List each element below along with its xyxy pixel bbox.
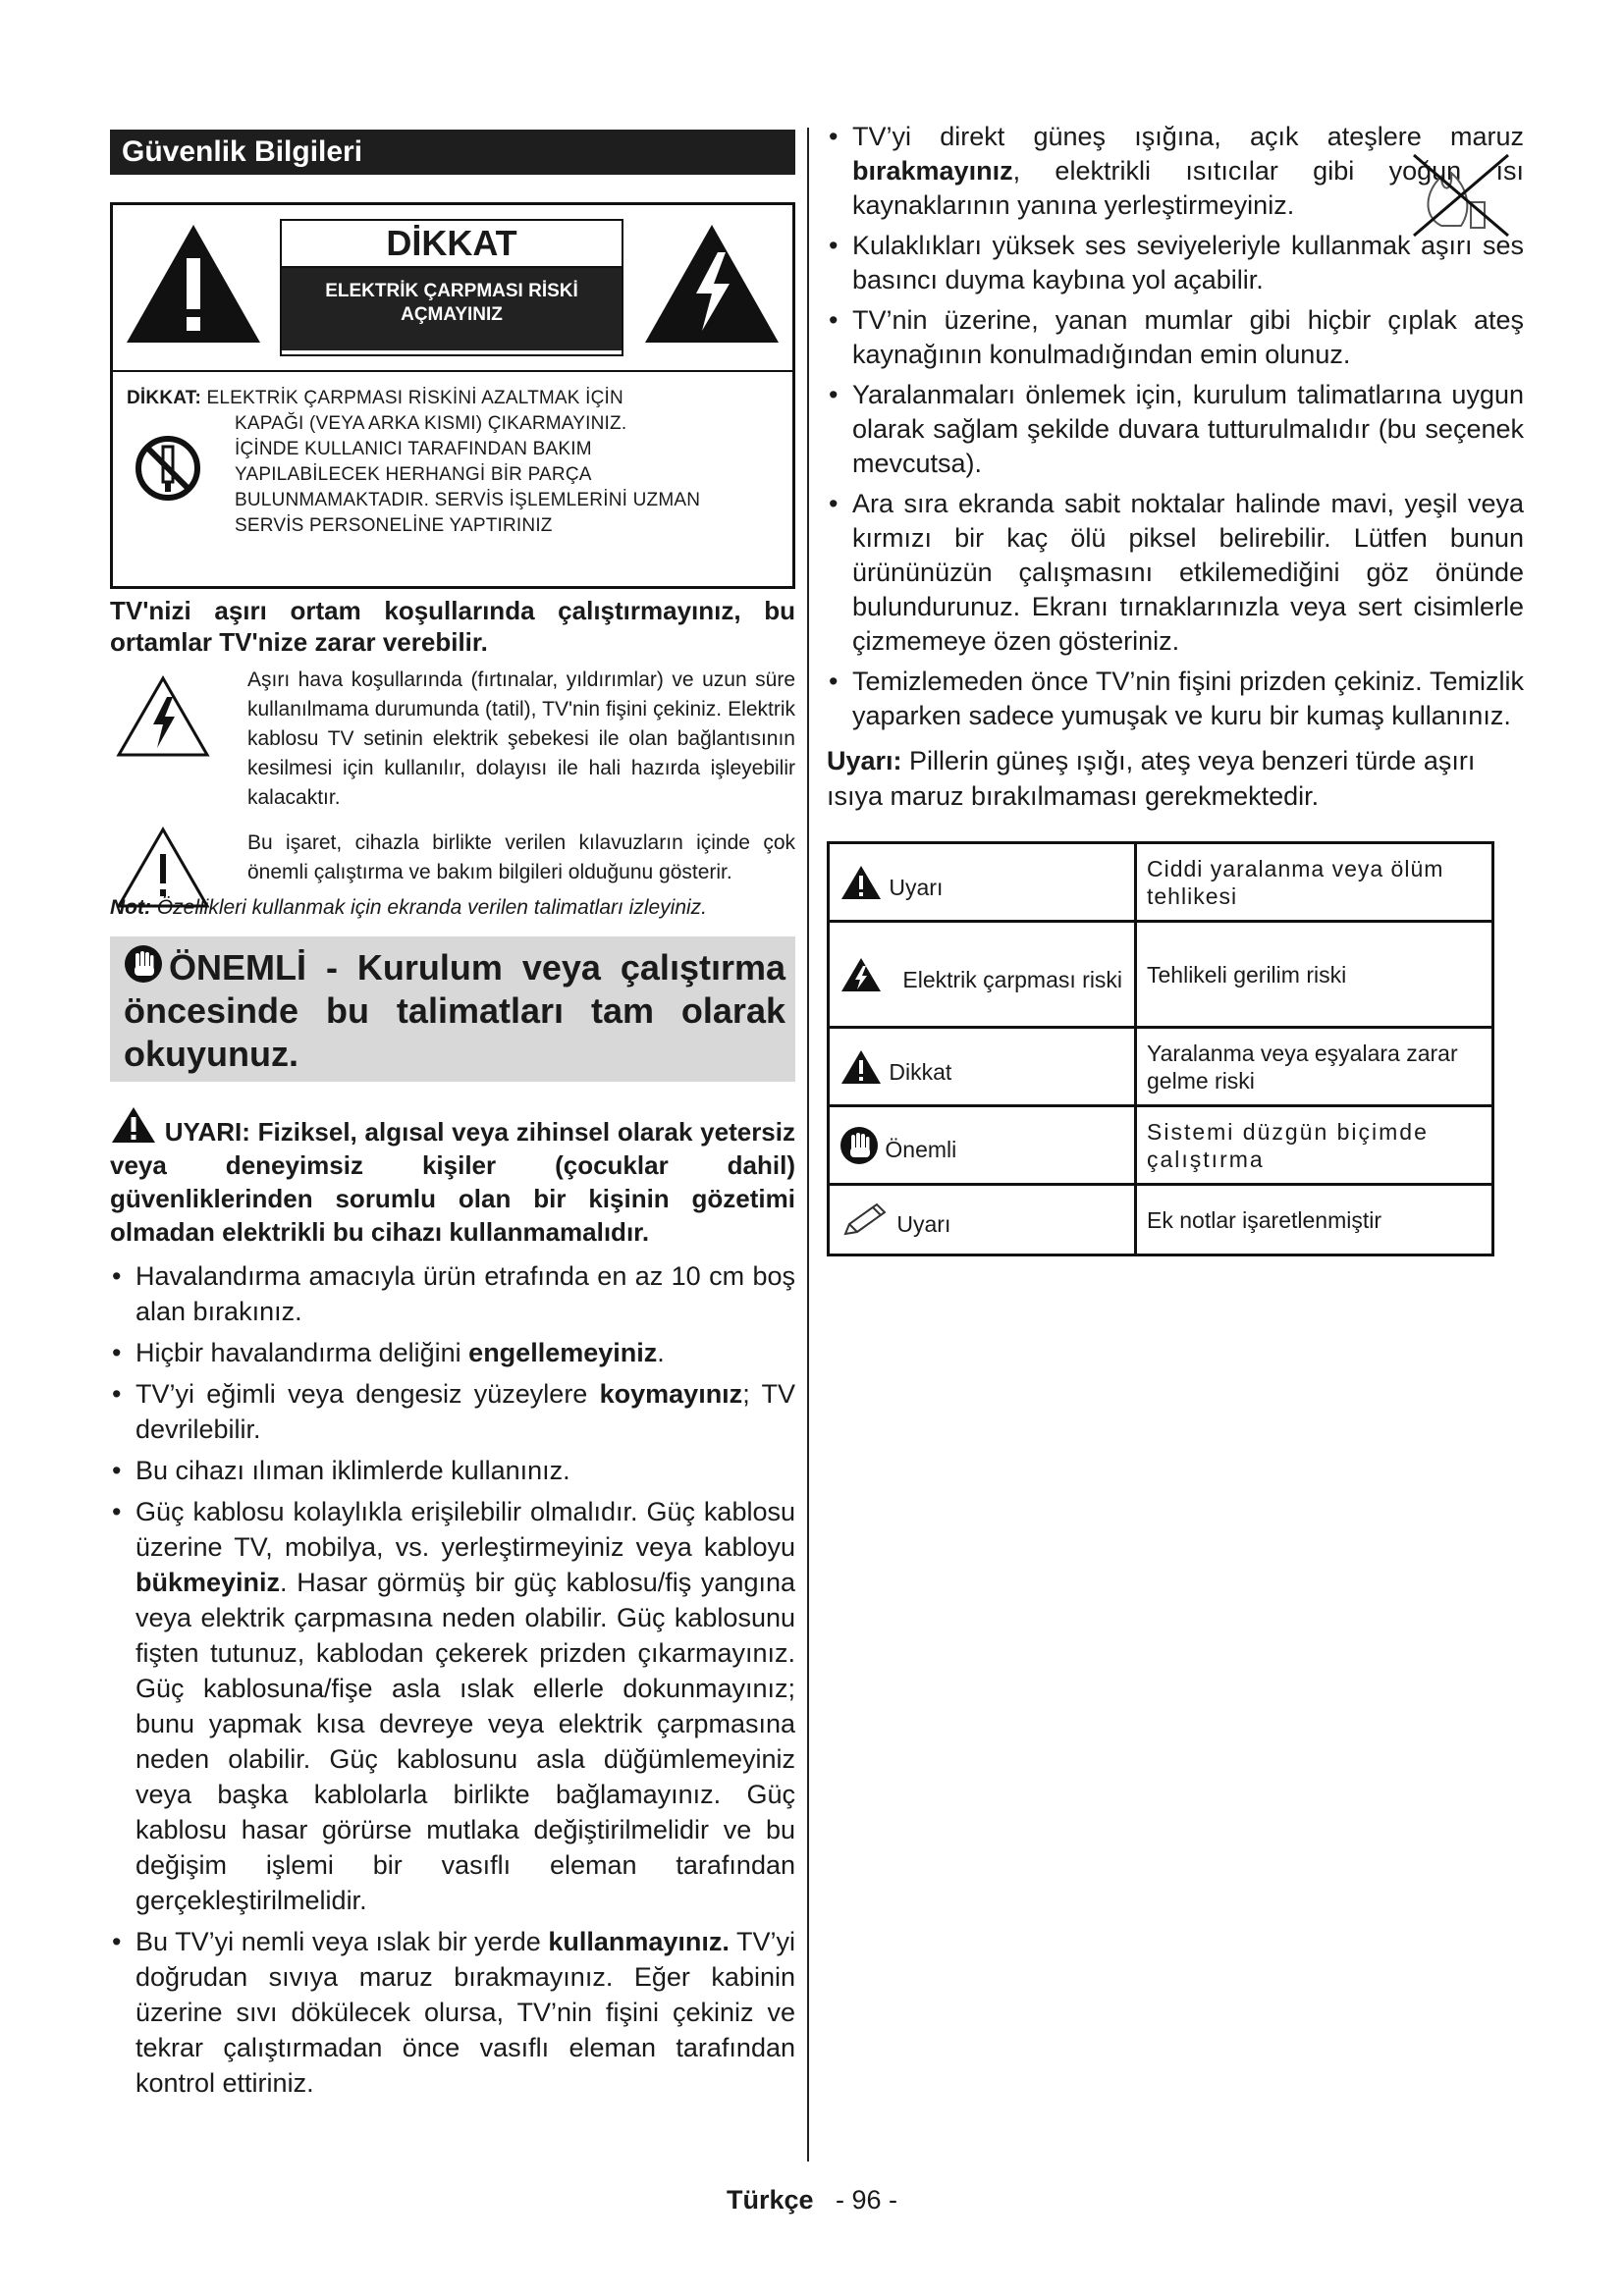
caution-line-4: YAPILABİLECEK HERHANGİ BİR PARÇA bbox=[235, 464, 592, 485]
uyari-text: UYARI: Fiziksel, algısal veya zihinsel olarak yetersiz veya deneyimsiz kişiler (çocuklar dahil) güvenliklerinden sorumlu olan bir kişinin gözetimi olmadan elektrikli bu cihazı kullanmamalıdır. bbox=[110, 1117, 795, 1247]
important-text: ÖNEMLİ - Kurulum veya çalıştırma öncesinde bu talimatları tam olarak okuyunuz. bbox=[124, 947, 785, 1074]
extreme-conditions-heading: TV'nizi aşırı ortam koşullarında çalıştırmayınız, bu ortamlar TV'nize zarar verebilir. bbox=[110, 596, 795, 657]
right-column bbox=[827, 120, 1524, 1256]
list-item: • Yaralanmaları önlemek için, kurulum talimatlarına uygun olarak sağlam şekilde duvara tutturulmalıdır (bu seçenek mevcutsa). bbox=[827, 378, 1524, 481]
list-item: • Bu TV’yi nemli veya ıslak bir yerde kullanmayınız. TV’yi doğrudan sıvıya maruz bırakmayınız. Eğer kabinin üzerine sıvı dökülecek olursa, TV’nin fişini çekiniz ve tekrar çalıştırmadan önce vasıflı eleman tarafından kontrol ettiriniz. bbox=[110, 1924, 795, 2101]
extreme-conditions-paragraph bbox=[110, 666, 795, 813]
caution-text bbox=[127, 386, 700, 539]
sign-paragraph bbox=[110, 828, 795, 887]
exclamation-triangle-icon bbox=[125, 223, 262, 345]
no-fire-icon bbox=[1402, 147, 1516, 241]
list-item: • Kulaklıkları yüksek ses seviyeleriyle kullanmak aşırı ses basıncı duyma kaybına yol açabilir. bbox=[827, 229, 1524, 297]
sign-text: Bu işaret, cihazla birlikte verilen kılavuzların içinde çok önemli çalıştırma ve bakım bilgileri olduğunu gösterir. bbox=[247, 831, 795, 883]
legend-desc-cell: Tehlikeli gerilim riski bbox=[1136, 922, 1493, 1028]
symbol-legend-table bbox=[827, 841, 1494, 1256]
exclamation-triangle-icon bbox=[116, 827, 210, 909]
battery-warning-text: Pillerin güneş ışığı, ateş veya benzeri türde aşırı ısıya maruz bırakılmaması gerekmektedir. bbox=[827, 746, 1476, 811]
left-column bbox=[110, 130, 795, 2107]
list-item: • Güç kablosu kolaylıkla erişilebilir olmalıdır. Güç kablosu üzerine TV, mobilya, vs. yerleştirmeyiniz veya kabloyu bükmeyiniz. Hasar görmüş bir güç kablosu/fiş yangına veya elektrik çarpmasına neden olabilir. Güç kablosunu fişten tutunuz, kablodan çekerek prizden çıkarmayınız. Güç kablosuna/fişe asla ıslak ellerle dokunmayınız; bunu yapmak kısa devreye veya elektrik çarpmasına neden olabilir. Güç kablosunu asla düğümlemeyiniz veya başka kablolarla birlikte bağlamayınız. Güç kablosu hasar görürse mutlaka değiştirilmelidir ve bu değişim işlemi bir vasıflı eleman tarafından gerçekleştirilmelidir. bbox=[110, 1494, 795, 1918]
page-number: - 96 - bbox=[836, 2185, 898, 2215]
legend-desc-cell: Ciddi yaralanma veya ölüm tehlikesi bbox=[1136, 843, 1493, 922]
caution-label-box bbox=[110, 202, 795, 589]
extreme-conditions-text: Aşırı hava koşullarında (fırtınalar, yıldırımlar) ve uzun süre kullanılmama durumunda (tatil), TV'nin fişini çekiniz. Elektrik kablosu TV setinin elektrik şebekesi ile olan bağlantısının kesilmesi için kullanılır, dolayısı ile hali hazırda işleyebilir kalacaktır. bbox=[247, 668, 795, 809]
caution-line-5: BULUNMAMAKTADIR. SERVİS İŞLEMLERİNİ UZMAN bbox=[235, 490, 701, 510]
note-label: Not: bbox=[110, 896, 151, 919]
lightning-triangle-icon bbox=[643, 223, 781, 345]
list-item: • TV’yi eğimli veya dengesiz yüzeylere koymayınız; TV devrilebilir. bbox=[110, 1376, 795, 1447]
legend-symbol-cell: Dikkat bbox=[829, 1028, 1136, 1106]
uyari-heading bbox=[110, 1105, 795, 1249]
legend-desc-cell: Sistemi düzgün biçimde çalıştırma bbox=[1136, 1106, 1493, 1185]
caution-line-6: SERVİS PERSONELİNE YAPTIRINIZ bbox=[235, 515, 553, 536]
page-footer bbox=[0, 2185, 1624, 2216]
list-item: • Bu cihazı ılıman iklimlerde kullanınız. bbox=[110, 1453, 795, 1488]
caution-line-2: KAPAĞI (VEYA ARKA KISMI) ÇIKARMAYINIZ. bbox=[235, 413, 627, 434]
footer-language: Türkçe bbox=[726, 2185, 814, 2215]
legend-desc-cell: Yaralanma veya eşyalara zarar gelme riski bbox=[1136, 1028, 1493, 1106]
list-item: • TV’nin üzerine, yanan mumlar gibi hiçbir çıplak ateş kaynağının konulmadığından emin olunuz. bbox=[827, 303, 1524, 372]
list-item: • Ara sıra ekranda sabit noktalar halinde mavi, yeşil veya kırmızı bir kaç ölü piksel belirebilir. Lütfen bunun ürününüzün çalışmasını etkilemediğini göz önünde bulundurunuz. Ekranı tırnaklarınızla veya sert cisimlerle çizmemeye özen gösteriniz. bbox=[827, 487, 1524, 659]
legend-symbol-cell: Elektrik çarpması riski bbox=[829, 922, 1136, 1028]
table-row bbox=[829, 1106, 1493, 1185]
lightning-triangle-icon bbox=[116, 675, 210, 758]
legend-symbol-cell: Önemli bbox=[829, 1106, 1136, 1185]
battery-warning bbox=[827, 743, 1524, 814]
table-row bbox=[829, 843, 1493, 922]
list-item: • Temizlemeden önce TV’nin fişini prizden çekiniz. Temizlik yaparken sadece yumuşak ve kuru bir kumaş kullanınız. bbox=[827, 665, 1524, 733]
legend-symbol-cell: Uyarı bbox=[829, 1185, 1136, 1255]
dikkat-panel bbox=[280, 219, 623, 356]
caution-label: DİKKAT: bbox=[127, 388, 201, 408]
battery-warning-label: Uyarı: bbox=[827, 746, 902, 775]
list-item: • Havalandırma amacıyla ürün etrafında en az 10 cm boş alan bırakınız. bbox=[110, 1258, 795, 1329]
dikkat-subtitle-line-2: AÇMAYINIZ bbox=[401, 304, 503, 325]
caution-line-1: ELEKTRİK ÇARPMASI RİSKİNİ AZALTMAK İÇİN bbox=[206, 388, 623, 408]
lightning-triangle-icon bbox=[839, 956, 883, 993]
note-text: Özellikleri kullanmak için ekranda verilen talimatları izleyiniz. bbox=[150, 896, 708, 919]
dikkat-subtitle bbox=[282, 268, 622, 350]
dikkat-title: DİKKAT bbox=[282, 221, 622, 268]
table-row bbox=[829, 1028, 1493, 1106]
hand-stop-icon bbox=[124, 944, 163, 984]
legend-desc-cell: Ek notlar işaretlenmiştir bbox=[1136, 1185, 1493, 1255]
hand-stop-icon bbox=[839, 1126, 879, 1165]
warning-triangle-icon bbox=[839, 864, 883, 901]
caution-label-header bbox=[113, 205, 792, 372]
table-row bbox=[829, 922, 1493, 1028]
caution-triangle-icon bbox=[839, 1048, 883, 1086]
legend-symbol-cell: Uyarı bbox=[829, 843, 1136, 922]
section-title: Güvenlik Bilgileri bbox=[110, 130, 795, 175]
list-item: • Hiçbir havalandırma deliğini engellemeyiniz. bbox=[110, 1335, 795, 1370]
left-bullet-list bbox=[110, 1258, 795, 2101]
note bbox=[110, 893, 795, 923]
list-item: • TV’yi direkt güneş ışığına, açık ateşlere maruz bırakmayınız, elektrikli ısıtıcılar gibi yoğun ısı kaynaklarının yanına yerleştirmeyiniz. bbox=[827, 120, 1524, 223]
caution-line-3: İÇİNDE KULLANICI TARAFINDAN BAKIM bbox=[235, 439, 592, 459]
pencil-note-icon bbox=[839, 1201, 891, 1240]
column-divider bbox=[807, 128, 809, 2162]
warning-triangle-icon bbox=[110, 1105, 157, 1145]
important-banner bbox=[110, 936, 795, 1082]
table-row bbox=[829, 1185, 1493, 1255]
dikkat-subtitle-line-1: ELEKTRİK ÇARPMASI RİSKİ bbox=[325, 281, 578, 301]
